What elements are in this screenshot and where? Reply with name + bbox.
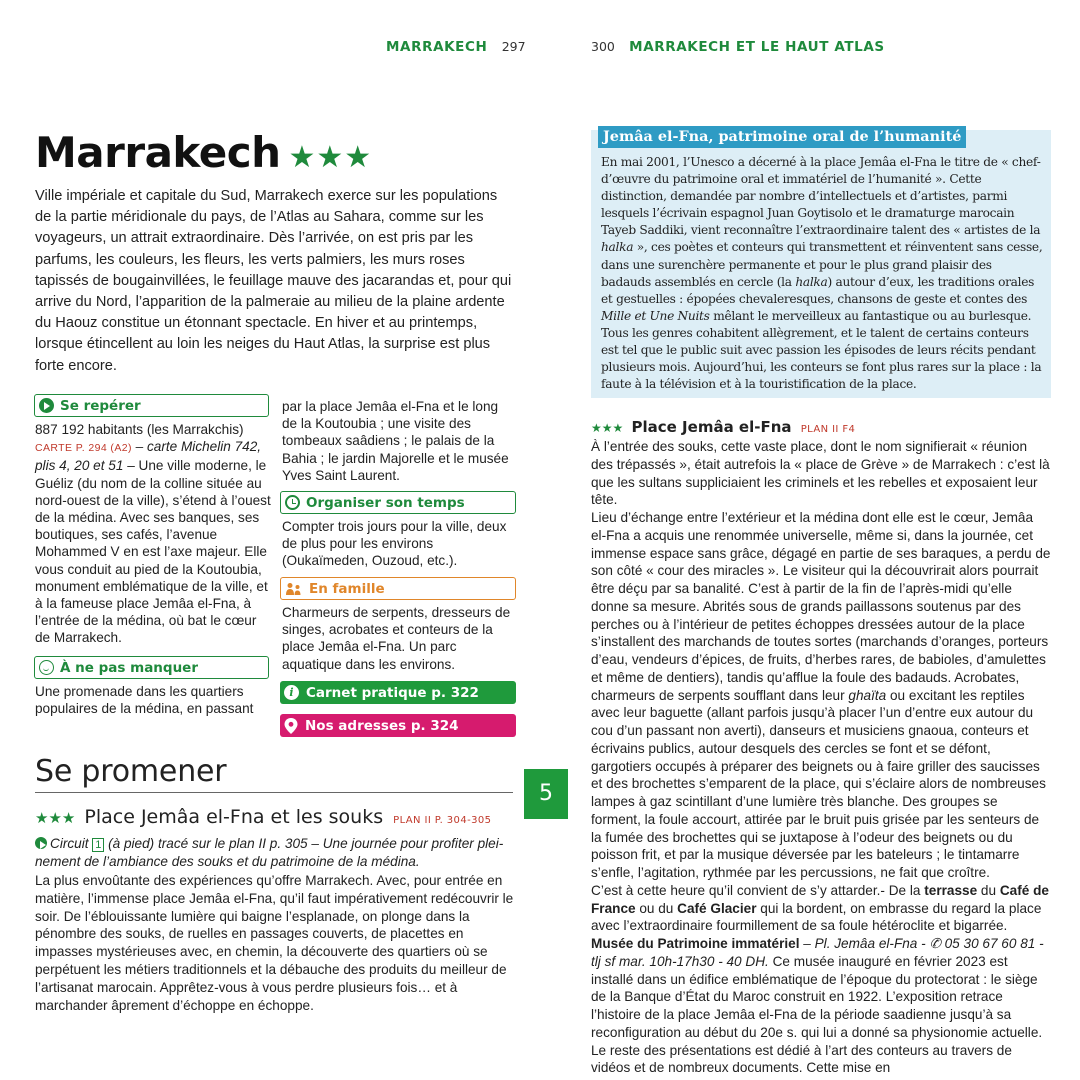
- circuit-label: Circuit: [50, 836, 89, 851]
- place-paragraph-1: À l’entrée des souks, cette vaste place, dont le nom signifierait « réunion des trépassés », était autrefois la « place de Grève » de Marrakech : c’est là que les sultans suppliciaient les criminels et les rebelles et exposaient leur tête.: [591, 439, 1050, 508]
- play-circle-icon: [35, 837, 47, 849]
- place-paragraph-4: [591, 935, 1051, 1077]
- souks-plan-ref: PLAN II P. 304-305: [393, 815, 492, 826]
- place-stars: ★★★: [591, 421, 624, 435]
- reperer-description: – Une ville moderne, le Guéliz (du nom de la colline située au nord-ouest de la ville), s’étend à l’ouest de la médina. Avec ses banques, ses boutiques, ses cafés, l’avenue Mohammed V en est l’axe majeur. Elle vous conduit au pied de la Koutoubia, monument emblématique de la ville, et à la fameuse place Jemâa el-Fna, à l’entrée de la médina, où bat le cœur de Marrakech.: [35, 458, 271, 646]
- place-p2b-text: ou excitant les reptiles avec leur baguette (allant parfois jusqu’à placer l’un d’entre eux autour du cou d’un passant non averti), danseurs et musiciens gnaoua, conteurs et écrivains publics, autour desquels des cercles se font et se défont, gargotiers occupés à préparer des beignets ou à faire griller des saucisses et des brochettes s’emparent de la place, qui s’éclaire alors de nombreuses lampes à gaz scintillant d’une lumière très blanche. Des groupes se forment, la foule accourt, attirée par le bruit puis grisée par les senteurs de la fumée des brochettes qui se juxtapose à l’odeur des beignets ou du poisson frit, et par la musique déversée par les bateleurs ; le tintamarre s’enfle, l’agitation, rythmée par les percussions, ne fait que croître.: [591, 687, 1046, 880]
- organiser-label: Organiser son temps: [306, 494, 465, 511]
- se-reperer-text: [35, 421, 271, 647]
- p3-d: qui la bordent, on embrasse du regard la place avec l’extraordinaire fourmillement de sa foule hétéroclite et bigarrée.: [591, 900, 1042, 934]
- page-title: [35, 128, 372, 183]
- se-reperer-label: Se repérer: [60, 397, 141, 414]
- musee-description: Ce musée inauguré en février 2023 est installé dans un édifice emblématique de l’époque du protectorat : le siège de la Banque d’État du Maroc construit en 1922. L’exposition retrace l’histoire de la place Jemâa el-Fna de la période saadienne jusqu’à sa reconfiguration au début du 20e s. qui lui a donné sa physionomie actuelle. Le reste des présentations est dédié à l’art des conteurs au travers de vidéos et de nombreux documents. Cette mise en: [591, 953, 1043, 1076]
- place-paragraph-2: [591, 509, 1051, 882]
- page-title-text: Marrakech: [35, 128, 281, 177]
- place-body: [591, 438, 1051, 1077]
- intro-paragraph: Ville impériale et capitale du Sud, Marrakech exerce sur les populations de la partie méridionale du pays, de l’Atlas au Sahara, comme sur les voyageurs, un attrait extraordinaire. Dès l’arrivée, on est pris par les parfums, les couleurs, les fleurs, les verts palmiers, les murs roses tapissés de bougainvillées, le feuillage mauve des jacarandas et, pour qui arrive du Nord, l’apparition de la palmeraie au milieu de la plaine ardente du Haouz constitue un étonnant spectacle. En hiver et au printemps, lorsque étincellent au loin les neiges du Haut Atlas, la surprise est plus forte encore.: [35, 188, 512, 374]
- left-header-title: MARRAKECH: [386, 39, 488, 55]
- carnet-pratique-link[interactable]: [280, 681, 516, 704]
- clock-icon: [285, 495, 300, 510]
- souks-title: Place Jemâa el-Fna et les souks: [84, 806, 384, 828]
- p3-c: ou du: [635, 900, 678, 916]
- ghaita-term: ghaïta: [848, 687, 887, 703]
- map-pin-icon: [284, 718, 298, 734]
- promener-paragraph: La plus envoûtante des expériences qu’offre Marrakech. Avec, pour entrée en matière, l’immense place Jemâa el-Fna, qu’il faut impérativement redécouvrir le soir. De l’éblouissante lumière qui baigne l’esplanade, on plonge dans la pénombre des souks, de ruelles en passages couverts, de placettes en impasses mystérieuses avec, en chemin, la découverte des quartiers où se perpétuent les métiers traditionnels et la débauche des produits du meilleur de l’artisanat marocain. Apprêtez-vous à vous perdre plusieurs fois… et à marchander âprement d’échoppe en échoppe.: [35, 873, 514, 1013]
- sidebar-halka-1: halka: [601, 240, 634, 255]
- ne-pas-manquer-label: À ne pas manquer: [60, 659, 198, 676]
- en-famille-box: [280, 577, 516, 600]
- right-running-header: [591, 39, 885, 55]
- circuit-text: [35, 835, 514, 871]
- right-page-number: 300: [591, 39, 615, 54]
- col2-continued-text: par la place Jemâa el-Fna et le long de la Koutoubia ; une visite des tombeaux saâdiens ; le palais de la Bahia ; le jardin Majorelle et le musée Yves Saint Laurent.: [282, 399, 509, 483]
- carte-ref: CARTE P. 294 (A2): [35, 442, 132, 455]
- ne-pas-manquer-box: [34, 656, 269, 679]
- se-promener-heading: Se promener: [35, 754, 227, 789]
- en-famille-text: Charmeurs de serpents, dresseurs de singes, acrobates et conteurs de la place Jemâa el-Fna. Un parc aquatique dans les environs.: [282, 605, 511, 672]
- sidebar-text-1: En mai 2001, l’Unesco a décerné à la place Jemâa el-Fna le titre de « chef-d’œuvre du patrimoine oral et immatériel de l’humanité ». Cette distinction, demandée par nombre d’intellectuels et d’artistes, parmi lesquels l’écrivain espagnol Juan Goytisolo et le dramaturge marocain Tayeb Saddiki, vient reconnaître l’extraordinaire talent des « artistes de la: [601, 155, 1041, 238]
- p3-b: du: [977, 882, 1000, 898]
- sidebar-mille-nuits: Mille et Une Nuits: [601, 308, 710, 323]
- place-heading: [591, 418, 855, 436]
- star-rating-icon: ★★★: [288, 140, 373, 175]
- left-running-header: [386, 39, 526, 55]
- sidebar-text: [601, 154, 1044, 393]
- p3-a: C’est à cette heure qu’il convient de s’y attarder.- De la: [591, 882, 925, 898]
- musee-name: Musée du Patrimoine immatériel: [591, 936, 800, 951]
- carnet-pratique-label: Carnet pratique p. 322: [306, 684, 479, 701]
- ne-pas-manquer-text: Une promenade dans les quartiers populaires de la médina, en passant: [35, 684, 254, 717]
- sidebar-halka-2: halka: [795, 274, 828, 289]
- place-title: Place Jemâa el-Fna: [631, 418, 792, 436]
- place-plan-ref: PLAN II F4: [800, 424, 856, 435]
- circuit-number-badge: 1: [92, 838, 104, 852]
- chapter-tab: 5: [524, 769, 568, 819]
- sidebar-text-4: mêlant le merveilleux au fantastique ou au burlesque. Tous les genres cohabitent allègrement, et le talent de certains conteurs est tel que le public suit avec passion les épisodes de leurs récits pendant plusieurs mois. Aujourd’hui, les conteurs se font plus rares sur la place : la faute à la télévision et à la touristification de la place.: [601, 308, 1042, 392]
- organiser-box: [280, 491, 516, 514]
- smiley-icon: [39, 660, 54, 675]
- sidebar-text-3: ) autour d’eux, les traditions orales et gestuelles : épopées chevaleresques, chansons de geste et contes des: [601, 274, 1035, 306]
- terrasse-term: terrasse: [924, 882, 978, 898]
- info-icon: i: [284, 685, 299, 700]
- place-p2-text: Lieu d’échange entre l’extérieur et la médina dont elle est le cœur, Jemâa el-Fna a acquis une renommée universelle, même si, dans la journée, cet immense espace sans grâce, dégagé en partie de ses baraques, a perdu de son côté « cour des miracles ». Le visiteur qui la découvrirait alors pourrait être déçu par sa banalité. C’est à partir de la fin de l’après-midi qu’elle donne sa mesure. Abrités sous de grands paillassons soutenus par des perches ou à l’intérieur de petites échoppes dressées autour de la place s’installent des marchands de toutes sortes (marchands d’oranges, porteurs d’eau, vendeurs d’épices, de fruits, d’herbes rares, de babioles, d’amulettes et même de dentiers), tandis qu’afflue la foule des badauds. Acrobates, charmeurs de serpents soufflant dans leur: [591, 510, 1051, 703]
- left-page-number: 297: [501, 39, 526, 54]
- circuit-description: (à pied) tracé sur le plan II p. 305 – Une journée pour profiter pleinement de l’ambiance des souks et du patrimoine de la médina.: [35, 836, 504, 869]
- cafe-glacier-name: Café Glacier: [677, 900, 757, 916]
- se-reperer-box: [34, 394, 269, 417]
- right-header-title: MARRAKECH ET LE HAUT ATLAS: [629, 39, 885, 55]
- organiser-text: Compter trois jours pour la ville, deux de plus pour les environs (Oukaïmeden, Ouzoud, etc.).: [282, 519, 507, 569]
- cafe-france-name: Café de France: [591, 882, 1049, 916]
- nos-adresses-label: Nos adresses p. 324: [305, 717, 459, 734]
- family-icon: [285, 582, 303, 596]
- sidebar-text-2: », ces poètes et conteurs qui transmettent et réinventent sans cesse, dans une surenchère permanente et pour le plus grand plaisir des badauds assemblés en cercle (la: [601, 240, 1043, 289]
- carte-michelin-text: – carte Michelin 742, plis 4, 20 et 51: [35, 439, 262, 474]
- nos-adresses-link[interactable]: [280, 714, 516, 737]
- heading-rule: [35, 792, 513, 793]
- sidebar-title: Jemâa el-Fna, patrimoine oral de l’humanité: [598, 126, 966, 148]
- souks-subheading: [35, 806, 491, 828]
- population-text: 887 192 habitants (les Marrakchis): [35, 422, 244, 437]
- en-famille-label: En famille: [309, 580, 385, 597]
- play-circle-icon: [39, 398, 54, 413]
- souks-stars: ★★★: [35, 809, 76, 827]
- musee-info: – Pl. Jemâa el-Fna - ✆ 05 30 67 60 81 - tlj sf mar. 10h-17h30 - 40 DH.: [591, 936, 1044, 969]
- place-paragraph-3: [591, 882, 1051, 935]
